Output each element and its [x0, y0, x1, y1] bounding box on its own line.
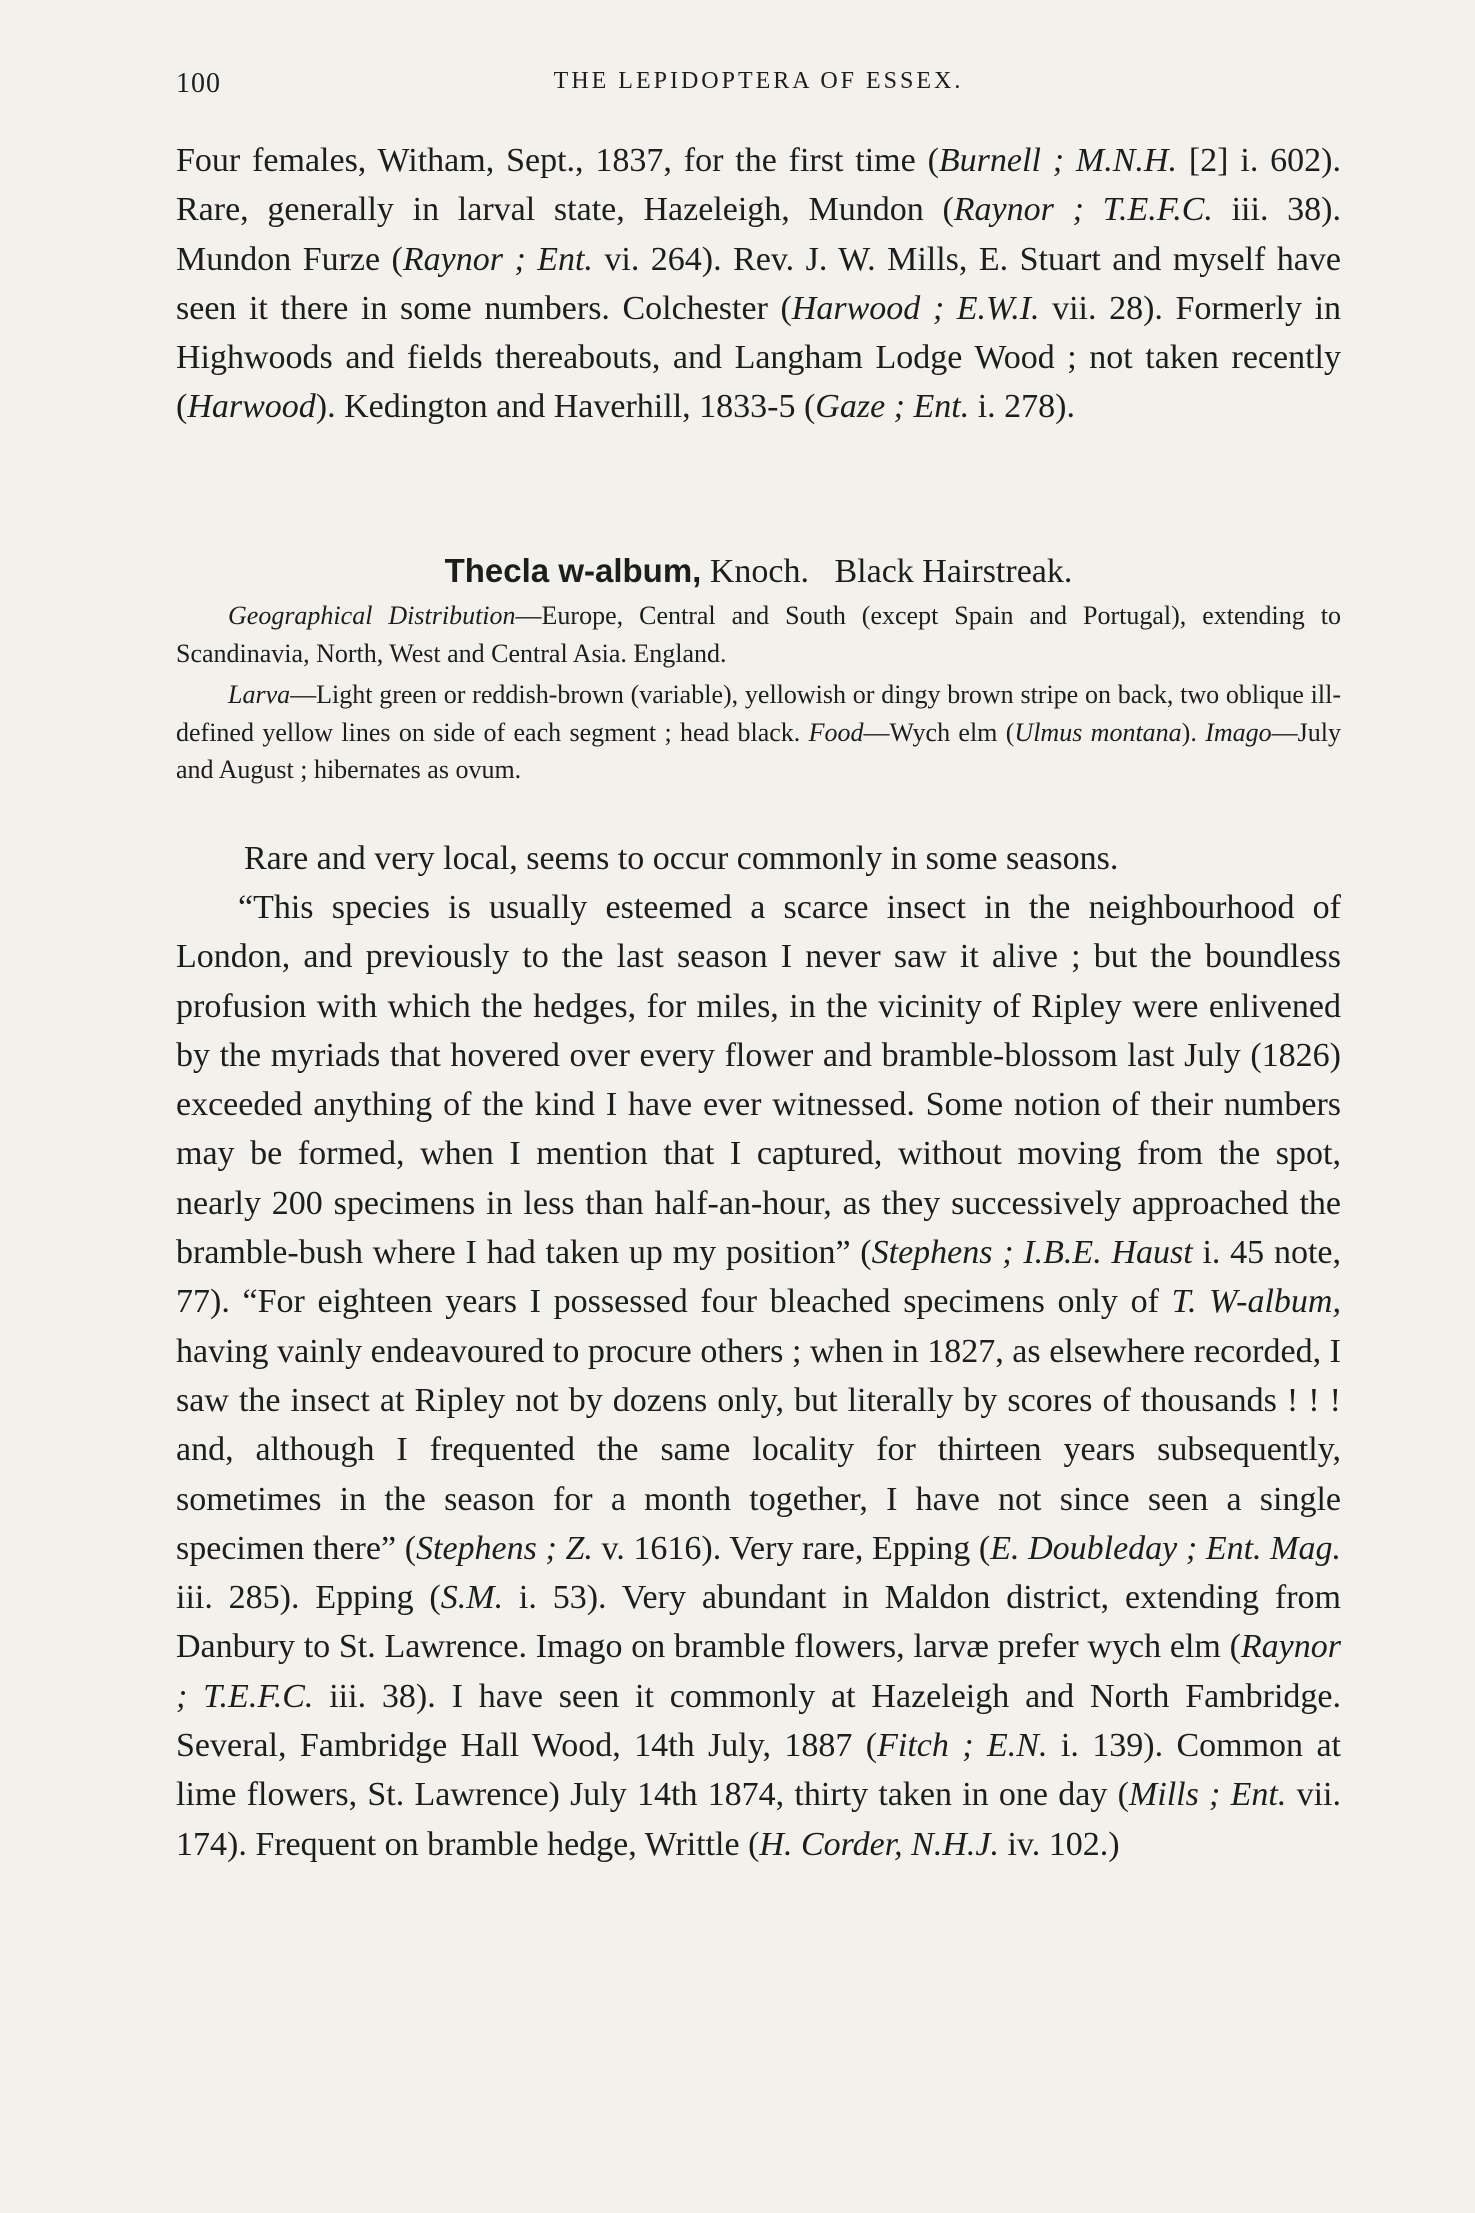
geographical-distribution-label: Geographical Distribution	[228, 601, 516, 630]
running-title: THE LEPIDOPTERA OF ESSEX.	[553, 68, 964, 94]
species-common-name: Black Hairstreak.	[834, 553, 1073, 590]
larva-description: Larva—Light green or reddish-brown (variable), yellowish or dingy brown stripe on back, two oblique ill-defined yellow lines on side of each segment ; head black. Food—Wych elm (Ulmus montana). Imago—July and August ; hibernates as ovum.	[176, 680, 1341, 784]
species-author: Knoch.	[701, 553, 809, 590]
species-heading	[176, 548, 1341, 595]
food-label: Food	[808, 717, 864, 747]
imago-label: Imago	[1205, 717, 1272, 747]
species-name: Thecla w-album,	[444, 552, 702, 589]
page-header	[176, 60, 1341, 104]
paragraph-stephens-quote: “This species is usually esteemed a scarce insect in the neighbourhood of London, and previously to the last season I never saw it alive ; but the boundless profusion with which the hedges, for miles, in the vicinity of Ripley were enlivened by the myriads that hovered over every flower and bramble-blossom last July (1826) exceeded anything of the kind I have ever witnessed. Some notion of their numbers may be formed, when I mention that I captured, without moving from the spot, nearly 200 specimens in less than half-an-hour, as they successively approached the bramble-bush where I had taken up my position” (Stephens ; I.B.E. Haust i. 45 note, 77). “For eighteen years I possessed four bleached specimens only of T. W-album, having vainly endeavoured to procure others ; when in 1827, as elsewhere recorded, I saw the insect at Ripley not by dozens only, but literally by scores of thousands ! ! ! and, although I frequented the same locality for thirteen years subsequently, sometimes in the season for a month together, I have not since seen a single specimen there” (Stephens ; Z. v. 1616). Very rare, Epping (E. Doubleday ; Ent. Mag. iii. 285). Epping (S.M. i. 53). Very abundant in Maldon district, extending from Danbury to St. Lawrence. Imago on bramble flowers, larvæ prefer wych elm (Raynor ; T.E.F.C. iii. 38). I have seen it commonly at Hazeleigh and North Fambridge. Several, Fambridge Hall Wood, 14th July, 1887 (Fitch ; E.N. i. 139). Common at lime flowers, St. Lawrence) July 14th 1874, thirty taken in one day (Mills ; Ent. vii. 174). Frequent on bramble hedge, Writtle (H. Corder, N.H.J. iv. 102.)	[176, 889, 1342, 1863]
page-number: 100	[176, 68, 221, 99]
paragraph-distribution-records: Four females, Witham, Sept., 1837, for the first time (Burnell ; M.N.H. [2] i. 602). Rare, generally in larval state, Hazeleigh, Mundon (Raynor ; T.E.F.C. iii. 38). Mundon Furze (Raynor ; Ent. vi. 264). Rev. J. W. Mills, E. Stuart and myself have seen it there in some numbers. Colchester (Harwood ; E.W.I. vii. 28). Formerly in Highwoods and fields thereabouts, and Langham Lodge Wood ; not taken recently (Harwood). Kedington and Haverhill, 1833-5 (Gaze ; Ent. i. 278).	[176, 142, 1342, 426]
larva-label: Larva	[228, 680, 291, 709]
geographical-distribution: Geographical Distribution—Europe, Central and South (except Spain and Portugal), extending to Scandinavia, North, West and Central Asia. England.	[176, 601, 1341, 668]
paragraph-rarity: Rare and very local, seems to occur commonly in some seasons.	[244, 840, 1119, 877]
